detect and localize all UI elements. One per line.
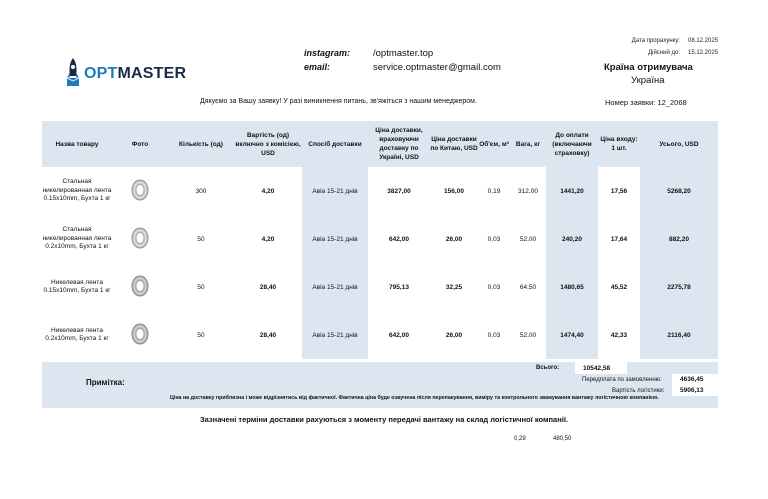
- header-unit-price: Ціна входу: 1 шт.: [598, 121, 640, 167]
- header-delivery-cn: Ціна доставки по Китаю, USD: [430, 121, 478, 167]
- volume-cell: 0,03: [478, 263, 510, 311]
- steel-tape-coil-icon: [130, 226, 150, 250]
- nickel-tape-coil-icon: [130, 322, 150, 346]
- unit-price-cell: 45,52: [598, 263, 640, 311]
- order-number-label: Номер заявки:: [605, 98, 656, 107]
- order-table: [42, 121, 718, 359]
- header-name: Назва товару: [42, 121, 112, 167]
- table-row: [42, 167, 718, 215]
- valid-until-label: Дійсний до:: [648, 50, 680, 56]
- header-total: Усього, USD: [640, 121, 718, 167]
- delivery-cn-cell: 156,00: [430, 167, 478, 215]
- total-cell: 5268,20: [640, 167, 718, 215]
- recipient-country-value: Україна: [631, 75, 665, 86]
- table-row: [42, 311, 718, 359]
- grand-total-label: Всього:: [536, 365, 560, 371]
- delivery-ua-cell: 795,13: [368, 263, 430, 311]
- to-pay-cell: 1480,65: [546, 263, 598, 311]
- total-cell: 2275,78: [640, 263, 718, 311]
- steel-tape-coil-icon: [130, 178, 150, 202]
- weight-cell: 64,50: [510, 263, 546, 311]
- product-name: Никелевая лента 0.15x10mm, Бухта 1 кг: [42, 263, 112, 311]
- footer-total-weight: 480,50: [553, 436, 572, 442]
- unit-price-cell: 42,33: [598, 311, 640, 359]
- total-cell: 882,20: [640, 215, 718, 263]
- header-delivery-method: Спосіб доставки: [302, 121, 368, 167]
- product-name: Никелевая лента 0.2x10mm, Бухта 1 кг: [42, 311, 112, 359]
- delivery-ua-cell: 3827,00: [368, 167, 430, 215]
- price-cell: 4,20: [234, 215, 302, 263]
- delivery-ua-cell: 642,00: [368, 215, 430, 263]
- delivery-terms-note: Зазначені терміни доставки рахуються з моменту передачі вантажу на склад логістичної компанії.: [199, 415, 569, 424]
- weight-cell: 52,00: [510, 215, 546, 263]
- delivery-cn-cell: 32,25: [430, 263, 478, 311]
- prepay-label: Передплата по замовленню:: [582, 377, 662, 383]
- logistics-label: Вартість логістики:: [612, 388, 665, 394]
- delivery-cn-cell: 26,00: [430, 311, 478, 359]
- delivery-ua-cell: 642,00: [368, 311, 430, 359]
- header-qty: Кількість (од): [168, 121, 234, 167]
- thanks-message: Дякуємо за Вашу заявку! У разі виникнення питань, зв'яжіться з нашим менеджером.: [200, 98, 477, 105]
- brand-logo-part2: MASTER: [117, 65, 187, 82]
- footer-total-volume: 0,29: [514, 436, 526, 442]
- recipient-country-label: Країна отримувача: [604, 62, 693, 73]
- product-name: Стальная никелированная лента 0.15x10mm, Бухта 1 кг: [42, 167, 112, 215]
- unit-price-cell: 17,56: [598, 167, 640, 215]
- product-photo: [112, 263, 168, 311]
- price-cell: 28,40: [234, 311, 302, 359]
- product-photo: [112, 167, 168, 215]
- weight-cell: 52,00: [510, 311, 546, 359]
- header-photo: Фото: [112, 121, 168, 167]
- brand-logo-part1: OPT: [84, 65, 118, 82]
- delivery-method-cell: Авіа 15-21 днів: [302, 311, 368, 359]
- calc-date-label: Дата прорахунку:: [631, 38, 680, 44]
- rocket-logo-icon: [64, 57, 82, 87]
- header-volume: Об'єм, м³: [478, 121, 510, 167]
- header-weight: Вага, кг: [510, 121, 546, 167]
- table-header-row: [42, 121, 718, 167]
- instagram-value: /optmaster.top: [373, 48, 434, 59]
- grand-total-value: 10542,58: [583, 365, 611, 372]
- product-photo: [112, 311, 168, 359]
- delivery-method-cell: Авіа 15-21 днів: [302, 167, 368, 215]
- volume-cell: 0,03: [478, 215, 510, 263]
- qty-cell: 50: [168, 311, 234, 359]
- notes-label: Примітка:: [86, 378, 125, 387]
- table-row: [42, 263, 718, 311]
- email-value: service.optmaster@gmail.com: [373, 62, 501, 73]
- calc-date-value: 08.12.2025: [688, 38, 719, 44]
- nickel-tape-coil-icon: [130, 274, 150, 298]
- to-pay-cell: 1441,20: [546, 167, 598, 215]
- header-to-pay: До оплати (включаючи страховку): [546, 121, 598, 167]
- header-delivery-ua: Ціна доставки, враховуючи доставку по Україні, USD: [368, 121, 430, 167]
- valid-until-value: 15.12.2025: [688, 50, 719, 56]
- weight-cell: 312,00: [510, 167, 546, 215]
- unit-price-cell: 17,64: [598, 215, 640, 263]
- to-pay-cell: 240,20: [546, 215, 598, 263]
- price-cell: 4,20: [234, 167, 302, 215]
- header-price: Вартість (од) включно з комісією, USD: [234, 121, 302, 167]
- prepay-value: 4636,45: [680, 376, 704, 383]
- order-number: [605, 98, 687, 107]
- volume-cell: 0,19: [478, 167, 510, 215]
- qty-cell: 300: [168, 167, 234, 215]
- order-number-value: 12_2068: [657, 98, 687, 107]
- volume-cell: 0,03: [478, 311, 510, 359]
- instagram-label: instagram:: [304, 48, 351, 58]
- brand-logo: [84, 65, 186, 83]
- delivery-method-cell: Авіа 15-21 днів: [302, 215, 368, 263]
- price-cell: 28,40: [234, 263, 302, 311]
- total-cell: 2116,40: [640, 311, 718, 359]
- logistics-value: 5906,13: [680, 387, 704, 394]
- delivery-method-cell: Авіа 15-21 днів: [302, 263, 368, 311]
- product-photo: [112, 215, 168, 263]
- email-label: email:: [304, 62, 331, 72]
- qty-cell: 50: [168, 263, 234, 311]
- product-name: Стальная никелированная лента 0.2x10mm, Бухта 1 кг: [42, 215, 112, 263]
- delivery-cn-cell: 26,00: [430, 215, 478, 263]
- qty-cell: 50: [168, 215, 234, 263]
- to-pay-cell: 1474,40: [546, 311, 598, 359]
- notes-text: Ціна на доставку приблизна і може відрізнятись від фактичної. Фактична ціна буде озвучена після перепакування, виміру та контрольного зважування вантажу логістичною компанією.: [170, 395, 659, 401]
- table-row: [42, 215, 718, 263]
